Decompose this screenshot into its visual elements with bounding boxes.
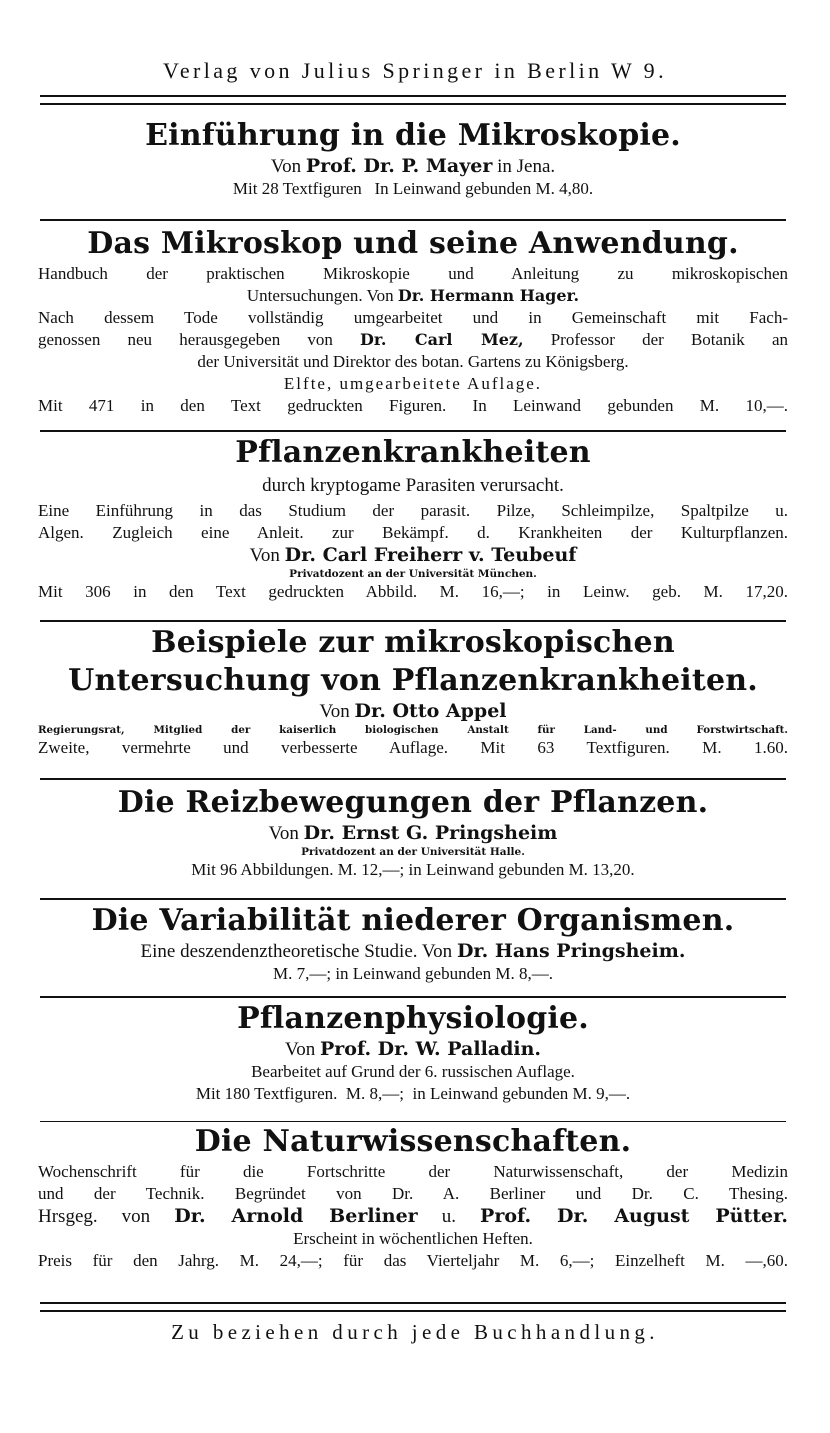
book-edition: Elfte, umgearbeitete Auflage.: [283, 374, 543, 393]
section-divider: [40, 778, 786, 780]
book-price: Mit 28 Textfiguren In Leinwand gebunden M. 4,80.: [232, 179, 594, 198]
book-author-line: Von Dr. Ernst G. Pringsheim: [268, 822, 558, 844]
book-price: Zweite, vermehrte und verbesserte Auflage. Mit 63 Textfiguren. M. 1.60.: [38, 738, 788, 757]
book-entry-pflanzenphysiologie: [38, 1000, 788, 1105]
book-description: genossen neu herausgegeben von Dr. Carl Mez, Professor der Botanik an: [38, 330, 788, 349]
book-entry-beispiele: [38, 624, 788, 759]
book-entry-variabilitaet: [38, 902, 788, 985]
book-title: Die Naturwissenschaften.: [194, 1124, 632, 1159]
book-entry-mikroskop-anwendung: [38, 225, 788, 417]
book-price: Mit 96 Abbildungen. M. 12,—; in Leinwand gebunden M. 13,20.: [191, 860, 635, 879]
journal-description: und der Technik. Begründet von Dr. A. Berliner und Dr. C. Thesing.: [38, 1184, 788, 1203]
book-title: Untersuchung von Pflanzenkrankheiten.: [68, 663, 758, 698]
double-rule-top: [40, 95, 786, 105]
book-description: Eine deszendenztheoretische Studie. Von Dr. Hans Pringsheim.: [140, 940, 686, 962]
author-name: Prof. Dr. W. Palladin.: [319, 1038, 542, 1060]
book-description: Nach dessem Tode vollständig umgearbeitet und in Gemeinschaft mit Fach-: [38, 308, 788, 327]
book-entry-mikroskopie: [38, 117, 788, 200]
book-description: der Universität und Direktor des botan. Gartens zu Königsberg.: [197, 352, 629, 371]
journal-description: Wochenschrift für die Fortschritte der Naturwissenschaft, der Medizin: [38, 1162, 788, 1181]
book-price: Mit 180 Textfiguren. M. 8,—; in Leinwand gebunden M. 9,—.: [195, 1084, 631, 1103]
author-name: Dr. Otto Appel: [354, 700, 507, 722]
book-author-line: Von Prof. Dr. W. Palladin.: [284, 1038, 542, 1060]
editor-name: Prof. Dr. August Pütter.: [480, 1205, 788, 1227]
book-description: Bearbeitet auf Grund der 6. russischen Auflage.: [251, 1062, 575, 1081]
book-entry-reizbewegungen: [38, 784, 788, 881]
book-subtitle: durch kryptogame Parasiten verursacht.: [262, 475, 564, 496]
author-name: Dr. Ernst G. Pringsheim: [303, 822, 558, 844]
editor-name: Dr. Carl Mez,: [360, 330, 524, 349]
section-divider: [40, 996, 786, 998]
book-description: Handbuch der praktischen Mikroskopie und Anleitung zu mikroskopischen: [38, 264, 788, 283]
author-affiliation: Privatdozent an der Universität München.: [289, 568, 537, 580]
book-price: Mit 471 in den Text gedruckten Figuren. In Leinwand gebunden M. 10,—.: [38, 396, 788, 415]
book-price: Mit 306 in den Text gedruckten Abbild. M. 16,—; in Leinw. geb. M. 17,20.: [38, 582, 788, 601]
book-title: Die Reizbewegungen der Pflanzen.: [117, 785, 709, 820]
section-divider: [40, 219, 786, 221]
book-author-line: Von Prof. Dr. P. Mayer in Jena.: [270, 155, 556, 177]
double-rule-bottom: [40, 1302, 786, 1312]
book-description: Untersuchungen. Von Dr. Hermann Hager.: [246, 286, 580, 305]
book-description: Eine Einführung in das Studium der parasit. Pilze, Schleimpilze, Spaltpilze u.: [38, 501, 788, 520]
author-name: Prof. Dr. P. Mayer: [305, 155, 493, 177]
book-author-line: Von Dr. Otto Appel: [319, 700, 507, 722]
publisher-header: Verlag von Julius Springer in Berlin W 9.: [162, 58, 667, 83]
book-entry-naturwissenschaften: [38, 1123, 788, 1272]
book-title: Beispiele zur mikroskopischen: [151, 625, 675, 660]
journal-frequency: Erscheint in wöchentlichen Heften.: [293, 1229, 533, 1248]
section-divider: [40, 620, 786, 622]
book-title: Pflanzenphysiologie.: [237, 1001, 589, 1036]
book-title: Einführung in die Mikroskopie.: [145, 118, 681, 153]
author-name: Dr. Hermann Hager.: [397, 286, 580, 305]
journal-editors: Hrsgeg. von Dr. Arnold Berliner u. Prof. Dr. August Pütter.: [38, 1205, 788, 1227]
book-title: Pflanzenkrankheiten: [235, 435, 591, 470]
footer-note: Zu beziehen durch jede Buchhandlung.: [171, 1320, 659, 1344]
journal-price: Preis für den Jahrg. M. 24,—; für das Vierteljahr M. 6,—; Einzelheft M. —,60.: [38, 1251, 788, 1270]
editor-name: Dr. Arnold Berliner: [174, 1205, 418, 1227]
book-title: Das Mikroskop und seine Anwendung.: [87, 226, 739, 261]
section-divider: [40, 898, 786, 900]
section-divider: [40, 1121, 786, 1122]
book-author-line: Von Dr. Carl Freiherr v. Teubeuf: [249, 544, 577, 566]
book-description: Algen. Zugleich eine Anleit. zur Bekämpf. d. Krankheiten der Kulturpflanzen.: [38, 523, 788, 542]
book-price: M. 7,—; in Leinwand gebunden M. 8,—.: [273, 964, 553, 983]
author-affiliation: Regierungsrat, Mitglied der kaiserlich biologischen Anstalt für Land- und Forstwirtschaft.: [38, 724, 788, 736]
book-entry-pflanzenkrankheiten: [38, 434, 788, 603]
author-affiliation: Privatdozent an der Universität Halle.: [301, 846, 525, 858]
author-name: Dr. Carl Freiherr v. Teubeuf: [284, 544, 577, 566]
book-title: Die Variabilität niederer Organismen.: [91, 903, 735, 938]
section-divider: [40, 430, 786, 432]
author-name: Dr. Hans Pringsheim.: [456, 940, 686, 962]
